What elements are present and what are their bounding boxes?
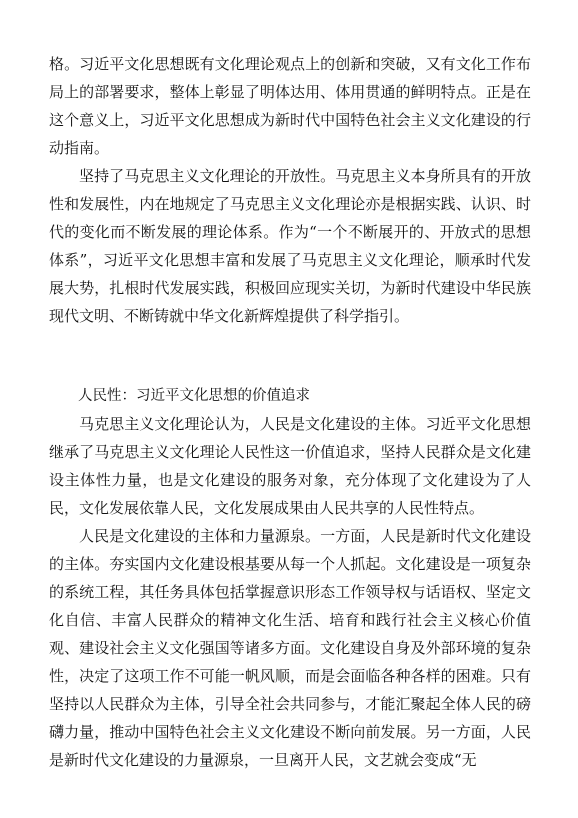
paragraph-people-subject: 马克思主义文化理论认为，人民是文化建设的主体。习近平文化思想继承了马克思主义文化理论人民性这一价值追求，坚持人民群众是文化建设主体性力量，也是文化建设的服务对象，充分体现了文化建设为了人民，文化发展依靠人民，文化发展成果由人民共享的人民性特点。 bbox=[49, 415, 531, 517]
section-spacer bbox=[49, 330, 531, 382]
paragraph-people-source: 人民是文化建设的主体和力量源泉。一方面，人民是新时代文化建设的主体。夯实国内文化建设根基要从每一个人抓起。文化建设是一项复杂的系统工程，其任务具体包括掌握意识形态工作领导权与话语权、坚定文化自信、丰富人民群众的精神文化生活、培育和践行社会主义核心价值观、建设社会主义文化强国等诸多方面。文化建设自身及外部环境的复杂性，决定了这项工作不可能一帆风顺，而是会面临各种各样的困难。只有坚持以人民群众为主体，引导全社会共同参与，才能汇聚起全体人民的磅礴力量，推动中国特色社会主义文化建设不断向前发展。另一方面，人民是新时代文化建设的力量源泉，一旦离开人民，文艺就会变成“无 bbox=[49, 527, 531, 769]
paragraph-openness: 坚持了马克思主义文化理论的开放性。马克思主义本身所具有的开放性和发展性，内在地规定了马克思主义文化理论亦是根据实践、认识、时代的变化而不断发展的理论体系。作为“一个不断展开的、开放式的思想体系”，习近平文化思想丰富和发展了马克思主义文化理论，顺承时代发展大势，扎根时代发展实践，积极回应现实关切，为新时代建设中华民族现代文明、不断铸就中华文化新辉煌提供了科学指引。 bbox=[49, 167, 531, 325]
section-heading: 人民性：习近平文化思想的价值追求 bbox=[78, 388, 310, 404]
document-page bbox=[49, 50, 531, 774]
paragraph-continuation: 格。习近平文化思想既有文化理论观点上的创新和突破，又有文化工作布局上的部署要求，整体上彰显了明体达用、体用贯通的鲜明特点。正是在这个意义上，习近平文化思想成为新时代中国特色社会主义文化建设的行动指南。 bbox=[49, 55, 531, 157]
